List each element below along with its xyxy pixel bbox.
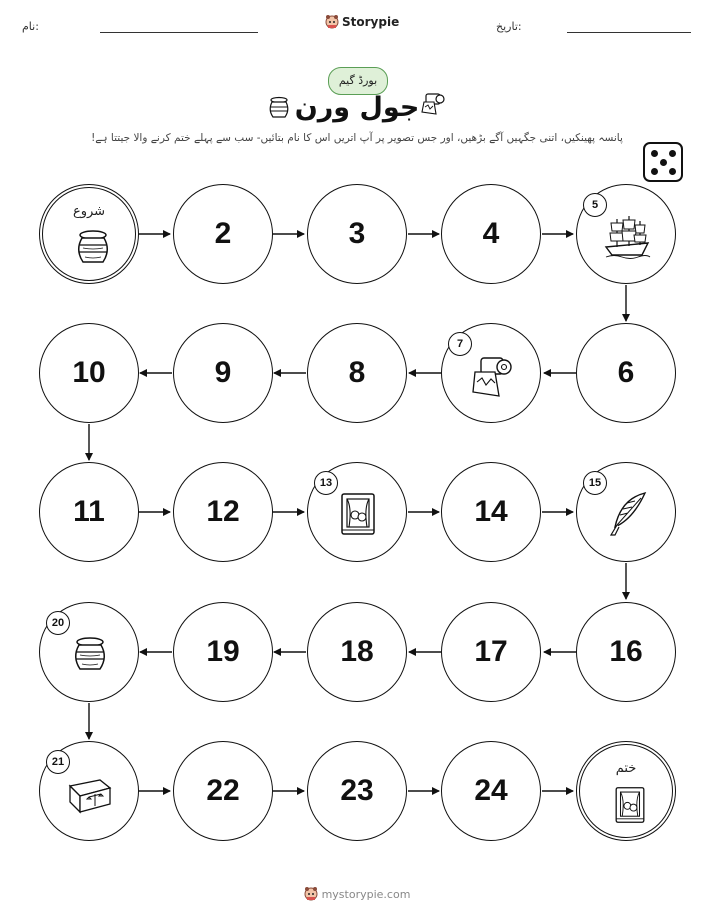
board-space-14: 14 — [441, 462, 541, 562]
board-space-17: 17 — [441, 602, 541, 702]
board-space-13 — [307, 462, 407, 562]
space-number-badge: 21 — [46, 750, 70, 774]
board-space-2: 2 — [173, 184, 273, 284]
space-number-badge: 20 — [46, 611, 70, 635]
board-space-22: 22 — [173, 741, 273, 841]
board-space-8: 8 — [307, 323, 407, 423]
space-number-badge: 13 — [314, 471, 338, 495]
ship-icon — [602, 213, 652, 261]
name-label: نام: — [22, 20, 39, 33]
board-space-11: 11 — [39, 462, 139, 562]
board-space-10: 10 — [39, 323, 139, 423]
board-space-12: 12 — [173, 462, 273, 562]
board-space-3: 3 — [307, 184, 407, 284]
board-space-21 — [39, 741, 139, 841]
space-number-badge: 7 — [448, 332, 472, 356]
finish-space — [576, 741, 676, 841]
board-space-9: 9 — [173, 323, 273, 423]
footer-url[interactable]: mystorypie.com — [321, 887, 411, 901]
start-space — [39, 184, 139, 284]
board-space-7 — [441, 323, 541, 423]
date-label: تاریخ: — [496, 20, 522, 33]
ticker-tape-icon — [469, 352, 517, 400]
board-space-20 — [39, 602, 139, 702]
board-space-24: 24 — [441, 741, 541, 841]
space-number-badge: 5 — [583, 193, 607, 217]
page-title: جول ورن — [294, 92, 420, 123]
quill-pen-icon — [605, 489, 651, 539]
board-space-5 — [576, 184, 676, 284]
board-space-23: 23 — [307, 741, 407, 841]
board-space-18: 18 — [307, 602, 407, 702]
finish-label: ختم — [615, 761, 637, 776]
start-label: شروع — [72, 204, 106, 219]
board-space-4: 4 — [441, 184, 541, 284]
space-number-badge: 15 — [583, 471, 607, 495]
law-book-icon — [66, 774, 114, 816]
theater-book-icon — [611, 783, 649, 827]
instructions: پانسہ پھینکیں، اتنی جگہیں آگے بڑھیں، اور جس تصویر پر آپ اتریں اس کا نام بتائیں- سب سے پہلے ختم کرنے والا جیتتا ہے! — [91, 132, 623, 144]
storypie-mascot-icon — [304, 886, 318, 902]
board-space-16: 16 — [576, 602, 676, 702]
board-space-6: 6 — [576, 323, 676, 423]
board-space-15 — [576, 462, 676, 562]
pot-icon — [70, 635, 110, 675]
pot-icon — [73, 228, 113, 268]
brand-name: Storypie — [342, 15, 400, 29]
theater-book-icon — [336, 490, 380, 538]
footer — [0, 886, 714, 902]
board-space-19: 19 — [173, 602, 273, 702]
board-game-badge: بورڈ گیم — [328, 67, 388, 95]
